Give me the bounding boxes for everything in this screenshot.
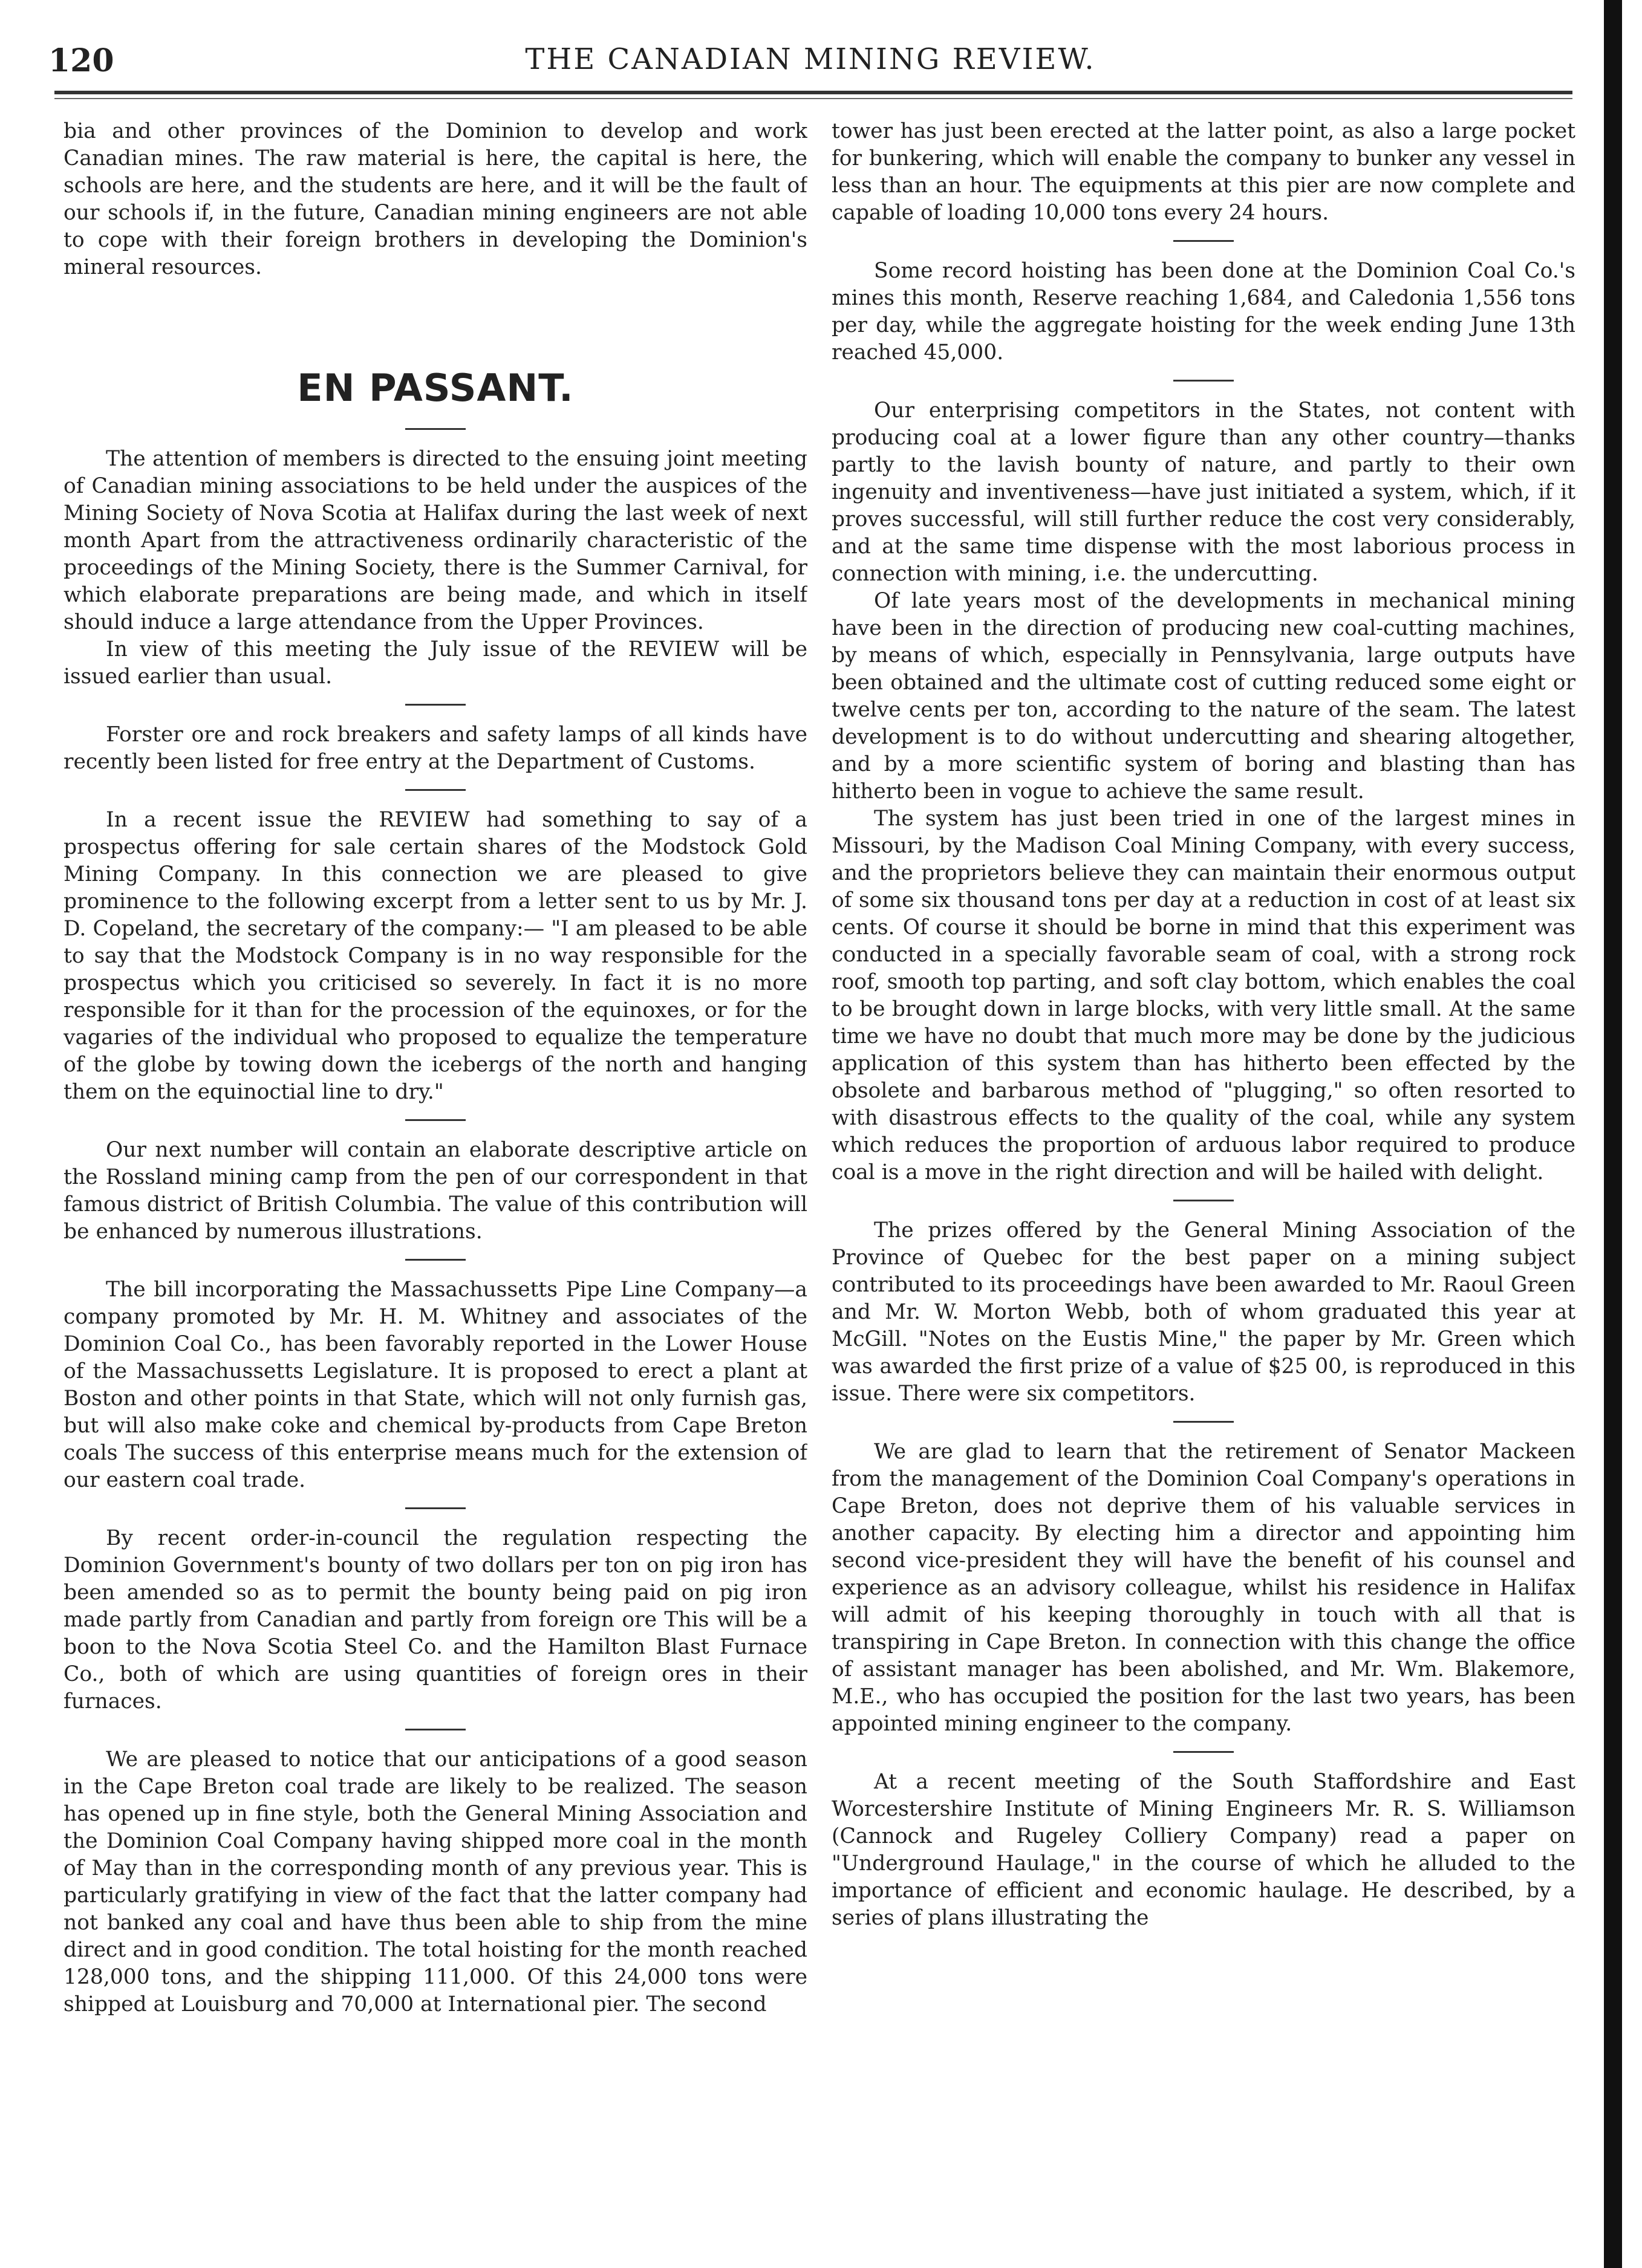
continued-paragraph: bia and other provinces of the Dominion to develop and work Canadian mines. The raw material is here, the capital is here, the schools are here, and the students are here, and it will be the fault of our schools if, in the future, Canadian mining engineers are not able to cope with their foreign brothers in developing the Dominion's mineral resources. bbox=[64, 119, 807, 279]
item-divider bbox=[405, 789, 466, 791]
page-header bbox=[36, 42, 1585, 91]
news-item: Forster ore and rock breakers and safety lamps of all kinds have recently been listed for free entry at the Department of Customs. bbox=[64, 723, 807, 774]
news-item: The attention of members is directed to the ensuing joint meeting of Canadian mining associations to be held under the auspices of the Mining Society of Nova Scotia at Halifax during the last week of next month Apart from the attractiveness ordinarily characteristic of the proceedings of the Mining Society, there is the Summer Carnival, for which elaborate preparations are being made, and which in itself should induce a large attendance from the Upper Provinces. bbox=[64, 447, 807, 634]
item-divider bbox=[405, 1119, 466, 1121]
news-item: Our enterprising competitors in the States, not content with producing coal at a lower figure than any other country—thanks partly to the lavish bounty of nature, and partly to their own ingenuity and inventiveness—have just initiated a system, which, if it proves successful, will still further reduce the cost very considerably, and at the same time dispense with the most laborious process in connection with mining, i.e. the undercutting. bbox=[832, 398, 1575, 586]
header-rule-thin bbox=[54, 98, 1572, 99]
item-divider bbox=[405, 704, 466, 706]
news-item: We are pleased to notice that our anticipations of a good season in the Cape Breton coal trade are likely to be realized. The season has opened up in fine style, both the General Mining Association and the Dominion Coal Company having shipped more coal in the month of May than in the corresponding month of any previous year. This is particularly gratifying in view of the fact that the latter company had not banked any coal and have thus been able to ship from the mine direct and in good condition. The total hoisting for the month reached 128,000 tons, and the shipping 111,000. Of this 24,000 tons were shipped at Louisburg and 70,000 at International pier. The second bbox=[64, 1747, 807, 2016]
news-item: By recent order-in-council the regulation respecting the Dominion Government's bounty of two dollars per ton on pig iron has been amended so as to permit the bounty being paid on pig iron made partly from Canadian and partly from foreign ore This will be a boon to the Nova Scotia Steel Co. and the Hamilton Blast Furnace Co., both of which are using quantities of foreign ores in their furnaces. bbox=[64, 1526, 807, 1714]
continued-paragraph: tower has just been erected at the latter point, as also a large pocket for bunkering, which will enable the company to bunker any vessel in less than an hour. The equipments at this pier are now complete and capable of loading 10,000 tons every 24 hours. bbox=[832, 119, 1575, 225]
running-title: THE CANADIAN MINING REVIEW. bbox=[525, 42, 1096, 76]
news-item: The system has just been tried in one of the largest mines in Missouri, by the Madison Coal Mining Company, with every success, and the proprietors believe they can maintain their enormous output of some six thousand tons per day at a reduction in cost of at least six cents. Of course it should be borne in mind that this experiment was conducted in a specially favorable seam of coal, with a strong rock roof, smooth top parting, and soft clay bottom, which enables the coal to be brought down in large blocks, with very little small. At the same time we have no doubt that much more may be done by the judicious application of this system than has hitherto been effected by the obsolete and barbarous method of "plugging," so often resorted to with disastrous effects to the quality of the coal, while any system which reduces the proportion of arduous labor required to produce coal is a move in the right direction and will be hailed with delight. bbox=[832, 807, 1575, 1184]
page-edge-bar bbox=[1604, 0, 1622, 2268]
item-divider bbox=[1173, 1200, 1234, 1201]
item-divider bbox=[1173, 1751, 1234, 1753]
news-item: Our next number will contain an elaborate descriptive article on the Rossland mining camp from the pen of our correspondent in that famous district of British Columbia. The value of this contribution will be enhanced by numerous illustrations. bbox=[64, 1138, 807, 1244]
item-divider bbox=[1173, 240, 1234, 242]
item-divider bbox=[1173, 1421, 1234, 1423]
news-item: In view of this meeting the July issue of the REVIEW will be issued earlier than usual. bbox=[64, 637, 807, 689]
left-column bbox=[64, 118, 807, 2246]
section-rule bbox=[405, 428, 466, 430]
header-rule bbox=[54, 91, 1572, 94]
news-item: The prizes offered by the General Mining Association of the Province of Quebec for the best paper on a mining subject contributed to its proceedings have been awarded to Mr. Raoul Green and Mr. W. Morton Webb, both of whom graduated this year at McGill. "Notes on the Eustis Mine," the paper by Mr. Green which was awarded the first prize of a value of $25 00, is reproduced in this issue. There were six competitors. bbox=[832, 1218, 1575, 1406]
item-divider bbox=[405, 1259, 466, 1261]
news-item: In a recent issue the REVIEW had something to say of a prospectus offering for sale certain shares of the Modstock Gold Mining Company. In this connection we are pleased to give prominence to the following excerpt from a letter sent to us by Mr. J. D. Copeland, the secretary of the company:— "I am pleased to be able to say that the Modstock Company is in no way responsible for the prospectus which you criticised so severely. In fact it is no more responsible for it than for the procession of the equinoxes, or for the vagaries of the individual who proposed to equalize the temperature of the globe by towing down the icebergs of the north and hanging them on the equinoctial line to dry." bbox=[64, 808, 807, 1104]
news-item: We are glad to learn that the retirement of Senator Mackeen from the management of the Dominion Coal Company's operations in Cape Breton, does not deprive them of his valuable services in another capacity. By electing him a director and appointing him second vice-president they will have the benefit of his counsel and experience as an advisory colleague, whilst his residence in Halifax will admit of his keeping thoroughly in touch with all that is transpiring in Cape Breton. In connection with this change the office of assistant manager has been abolished, and Mr. Wm. Blakemore, M.E., who has occupied the position for the last two years, has been appointed mining engineer to the company. bbox=[832, 1440, 1575, 1736]
item-divider bbox=[1173, 380, 1234, 382]
news-item: Some record hoisting has been done at the Dominion Coal Co.'s mines this month, Reserve reaching 1,684, and Caledonia 1,556 tons per day, while the aggregate hoisting for the week ending June 13th reached 45,000. bbox=[832, 259, 1575, 365]
page-number: 120 bbox=[48, 42, 114, 79]
right-column bbox=[832, 118, 1575, 2246]
item-divider bbox=[405, 1729, 466, 1730]
news-item: At a recent meeting of the South Staffordshire and East Worcestershire Institute of Mining Engineers Mr. R. S. Williamson (Cannock and Rugeley Colliery Company) read a paper on "Underground Haulage," in the course of which he alluded to the importance of efficient and economic haulage. He described, by a series of plans illustrating the bbox=[832, 1770, 1575, 1930]
news-item: Of late years most of the developments in mechanical mining have been in the direction of producing new coal-cutting machines, by means of which, especially in Pennsylvania, large outputs have been obtained and the ultimate cost of cutting reduced some eight or twelve cents per ton, according to the nature of the seam. The latest development is to do without undercutting and shearing altogether, and by a more scientific system of boring and blasting than has hitherto been in vogue to achieve the same result. bbox=[832, 589, 1575, 804]
news-item: The bill incorporating the Massachussetts Pipe Line Company—a company promoted by Mr. H. M. Whitney and associates of the Dominion Coal Co., has been favorably reported in the Lower House of the Massachussetts Legislature. It is proposed to erect a plant at Boston and other points in that State, which will not only furnish gas, but will also make coke and chemical by-products from Cape Breton coals The success of this enterprise means much for the extension of our eastern coal trade. bbox=[64, 1278, 807, 1492]
section-title: EN PASSANT. bbox=[297, 366, 574, 410]
item-divider bbox=[405, 1507, 466, 1509]
